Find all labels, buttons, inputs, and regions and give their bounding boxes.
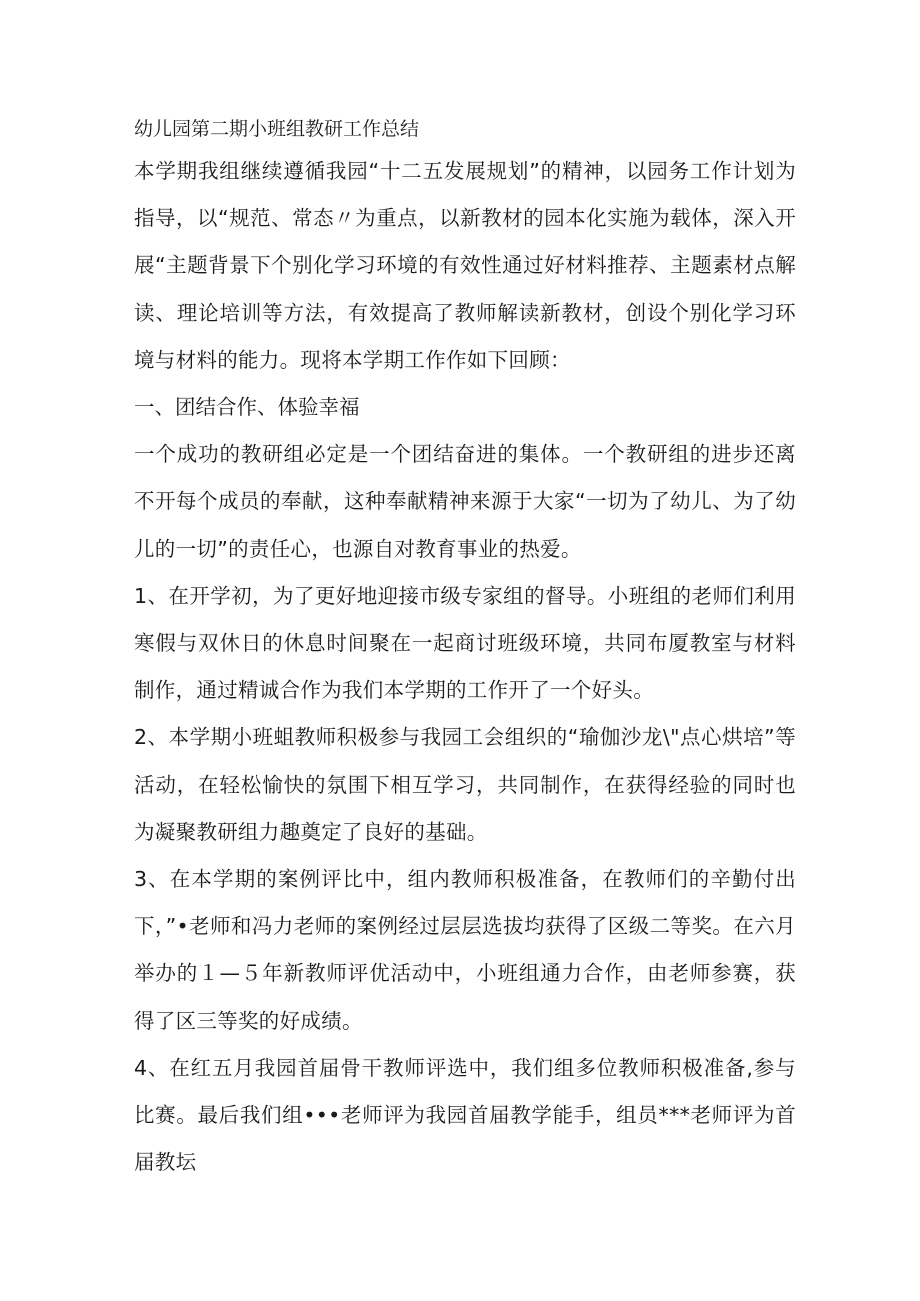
list-item-1: 1、在开学初，为了更好地迎接市级专家组的督导。小班组的老师们利用寒假与双休日的休息时间聚在一起商讨班级环境，共同布厦教室与材料制作，通过精诚合作为我们本学期的工作开了一个好头。 [134,583,796,703]
list-item-4: 4、在红五月我园首届骨干教师评选中，我们组多位教师积极准备,参与比赛。最后我们组•••老师评为我园首届教学能手，组员***老师评为首届教坛 [134,1055,796,1175]
list-item-3: 3、在本学期的案例评比中，组内教师积极准备，在教师们的辛勤付出下，”•老师和冯力老师的案例经过层层选拔均获得了区级二等奖。在六月举办的１—５年新教师评优活动中，小班组通力合作，由老师参赛，获得了区三等奖的好成绩。 [134,867,796,1033]
intro-paragraph: 本学期我组继续遵循我园“十二五发展规划”的精神，以园务工作计划为指导，以“规范、常态〃为重点，以新教材的园本化实施为载体，深入开展“主题背景下个别化学习环境的有效性通过好材料推荐、主题素材点解读、理论培训等方法，有效提高了教师解读新教材，创设个别化学习环境与材料的能力。现将本学期工作作如下回顾： [134,159,796,372]
document-body [134,110,796,1186]
list-item-2: 2、本学期小班蛆教师积极参与我园工会组织的“瑜伽沙龙\"点心烘培”等活动，在轻松愉快的氛围下相互学习，共同制作，在获得经验的同时也为凝聚教研组力趣奠定了良好的基础。 [134,725,796,844]
section-paragraph: 一个成功的教研组必定是一个团结奋进的集体。一个教研组的进步还离不开每个成员的奉献，这种奉献精神来源于大家“一切为了幼儿、为了幼儿的一切”的责任心，也源自对教育事业的热爱。 [134,442,796,561]
document-title: 幼儿园第二期小班组教研工作总结 [134,118,420,140]
section-heading: 一、团结合作、体验幸福 [134,395,360,420]
